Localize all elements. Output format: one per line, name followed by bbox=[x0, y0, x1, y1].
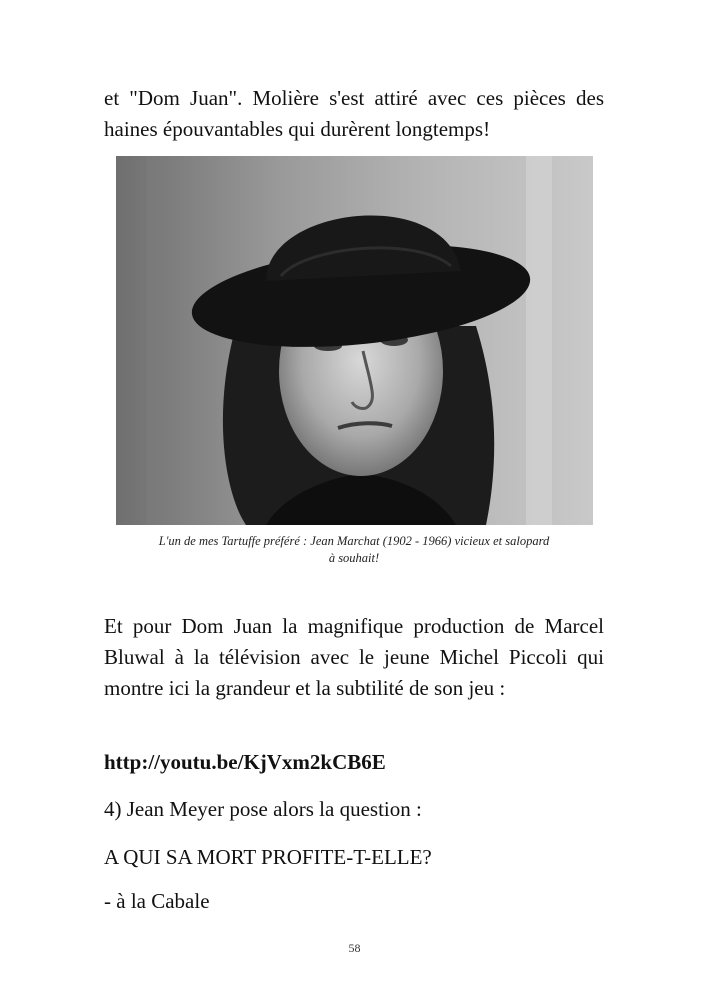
photo-caption bbox=[104, 533, 604, 567]
portrait-photo bbox=[116, 156, 593, 525]
answer-line: - à la Cabale bbox=[104, 889, 210, 913]
caption-line: L'un de mes Tartuffe préféré : Jean Marchat (1902 - 1966) vicieux et salopard bbox=[158, 534, 550, 548]
caption-line: à souhait! bbox=[328, 551, 380, 565]
page-number: 58 bbox=[348, 941, 361, 955]
youtube-link[interactable]: http://youtu.be/KjVxm2kCB6E bbox=[104, 750, 386, 774]
intro-paragraph: et "Dom Juan". Molière s'est attiré avec ces pièces des haines épouvantables qui durèrent longtemps! bbox=[104, 86, 604, 141]
body-paragraph: Et pour Dom Juan la magnifique production de Marcel Bluwal à la télévision avec le jeune Michel Piccoli qui montre ici la grandeur et la subtilité de son jeu : bbox=[104, 614, 604, 700]
point-four: 4) Jean Meyer pose alors la question : bbox=[104, 797, 422, 821]
question-heading: A QUI SA MORT PROFITE-T-ELLE? bbox=[104, 845, 432, 869]
